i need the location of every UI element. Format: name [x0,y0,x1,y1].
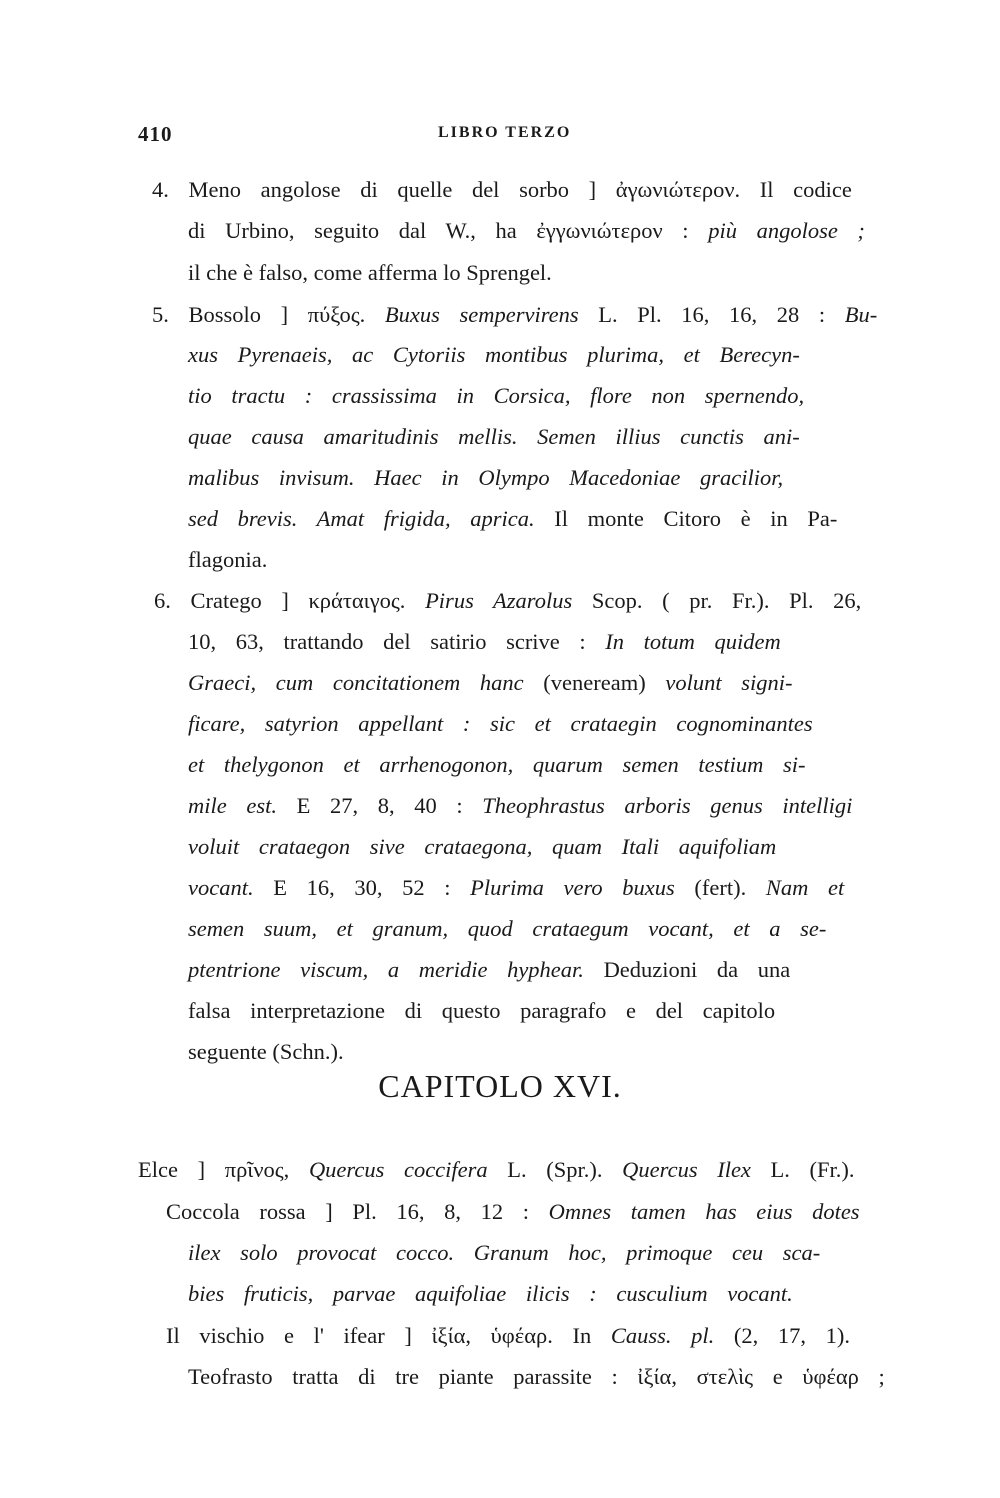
roman-text: Il vischio e l' ifear ] ἰξία, ὑφέαρ. In [166,1323,611,1348]
text-line [152,300,877,330]
text-line [188,668,792,698]
page-header [138,122,898,152]
text-line [188,258,552,288]
text-line [188,996,775,1026]
running-head: LIBRO TERZO [438,124,572,141]
roman-text: seguente (Schn.). [188,1039,344,1064]
roman-text: 4. Meno angolose di quelle del sorbo ] ἀγωνιώτερον. Il codice [152,177,852,202]
roman-text: L. Pl. 16, 16, 28 : [578,302,845,327]
text-line [188,791,852,821]
text-line [188,832,776,862]
italic-text: xus Pyrenaeis, ac Cytoriis montibus plurima, et Berecyn- [188,342,800,367]
text-line [188,750,806,780]
italic-text: ilex solo provocat cocco. Granum hoc, primoque ceu sca- [188,1240,821,1265]
italic-text: Buxus sempervirens [384,302,579,327]
italic-text: Quercus coccifera [308,1157,488,1182]
italic-text: ficare, satyrion appellant : sic et crataegin cognominantes [188,711,813,736]
italic-text: semen suum, et granum, quod crataegum vocant, et a se- [188,916,827,941]
roman-text: (veneream) [523,670,666,695]
italic-text: tio tractu : crassissima in Corsica, flore non spernendo, [188,383,805,408]
roman-text: L. (Spr.). [487,1157,623,1182]
text-line [188,463,783,493]
text-line [188,422,800,452]
italic-text: più angolose ; [708,218,865,243]
roman-text: Teofrasto tratta di tre piante parassite : ἰξία, στελὶς e ὑφέαρ ; [188,1364,885,1389]
text-line [188,381,804,411]
italic-text: Quercus Ilex [622,1157,751,1182]
italic-text: bies fruticis, parvae aquifoliae ilicis : cusculium vocant. [188,1281,793,1306]
italic-text: In totum quidem [605,629,781,654]
text-line [188,545,267,575]
italic-text: Pirus Azarolus [425,588,573,613]
text-line [188,627,781,657]
roman-text: 5. Bossolo ] πύξος. [152,302,385,327]
text-line [188,914,826,944]
roman-text: Scop. ( pr. Fr.). Pl. 26, [572,588,862,613]
italic-text: Graeci, cum concitationem hanc [188,670,524,695]
roman-text: E 16, 30, 52 : [253,875,471,900]
italic-text: vocant. [188,875,254,900]
text-line [188,1279,793,1309]
italic-text: Omnes tamen has eius dotes [548,1199,860,1224]
roman-text: (2, 17, 1). [714,1323,851,1348]
text-line [188,1362,885,1392]
text-line [188,504,837,534]
text-line [152,175,852,205]
italic-text: mile est. [188,793,277,818]
italic-text: Bu- [844,302,878,327]
roman-text: (fert). [674,875,766,900]
roman-text: Elce ] πρῖνος, [138,1157,309,1182]
text-line [154,586,861,616]
italic-text: malibus invisum. Haec in Olympo Macedoniae gracilior, [188,465,784,490]
italic-text: voluit crataegon sive crataegona, quam Itali aquifoliam [188,834,777,859]
text-line [188,340,800,370]
italic-text: Causs. pl. [610,1323,715,1348]
text-line [188,873,844,903]
page-number: 410 [138,122,173,146]
text-line [188,955,790,985]
roman-text: di Urbino, seguito dal W., ha ἐγγωνιώτερον : [188,218,709,243]
roman-text: Il monte Citoro è in Pa- [534,506,838,531]
text-line [188,216,865,246]
roman-text: il che è falso, come afferma lo Sprengel. [188,260,552,285]
roman-text: Coccola rossa ] Pl. 16, 8, 12 : [166,1199,549,1224]
roman-text: 6. Cratego ] κράταιγος. [154,588,426,613]
text-line [188,1238,820,1268]
italic-text: sed brevis. Amat frigida, aprica. [188,506,535,531]
text-line [166,1321,850,1351]
roman-text: falsa interpretazione di questo paragrafo e del capitolo [188,998,776,1023]
italic-text: volunt signi- [665,670,793,695]
text-line [188,709,813,739]
chapter-title: CAPITOLO XVI. [378,1068,622,1104]
text-line [166,1197,860,1227]
roman-text: 10, 63, trattando del satirio scrive : [188,629,606,654]
italic-text: ptentrione viscum, a meridie hyphear. [188,957,584,982]
italic-text: quae causa amaritudinis mellis. Semen illius cunctis ani- [188,424,800,449]
roman-text: Deduzioni da una [583,957,791,982]
text-line [188,1037,344,1067]
italic-text: et thelygonon et arrhenogonon, quarum semen testium si- [188,752,806,777]
roman-text: flagonia. [188,547,268,572]
italic-text: Theophrastus arboris genus intelligi [482,793,853,818]
roman-text: L. (Fr.). [750,1157,855,1182]
roman-text: E 27, 8, 40 : [276,793,483,818]
text-line [138,1155,855,1185]
italic-text: Plurima vero buxus [470,875,675,900]
italic-text: Nam et [765,875,845,900]
